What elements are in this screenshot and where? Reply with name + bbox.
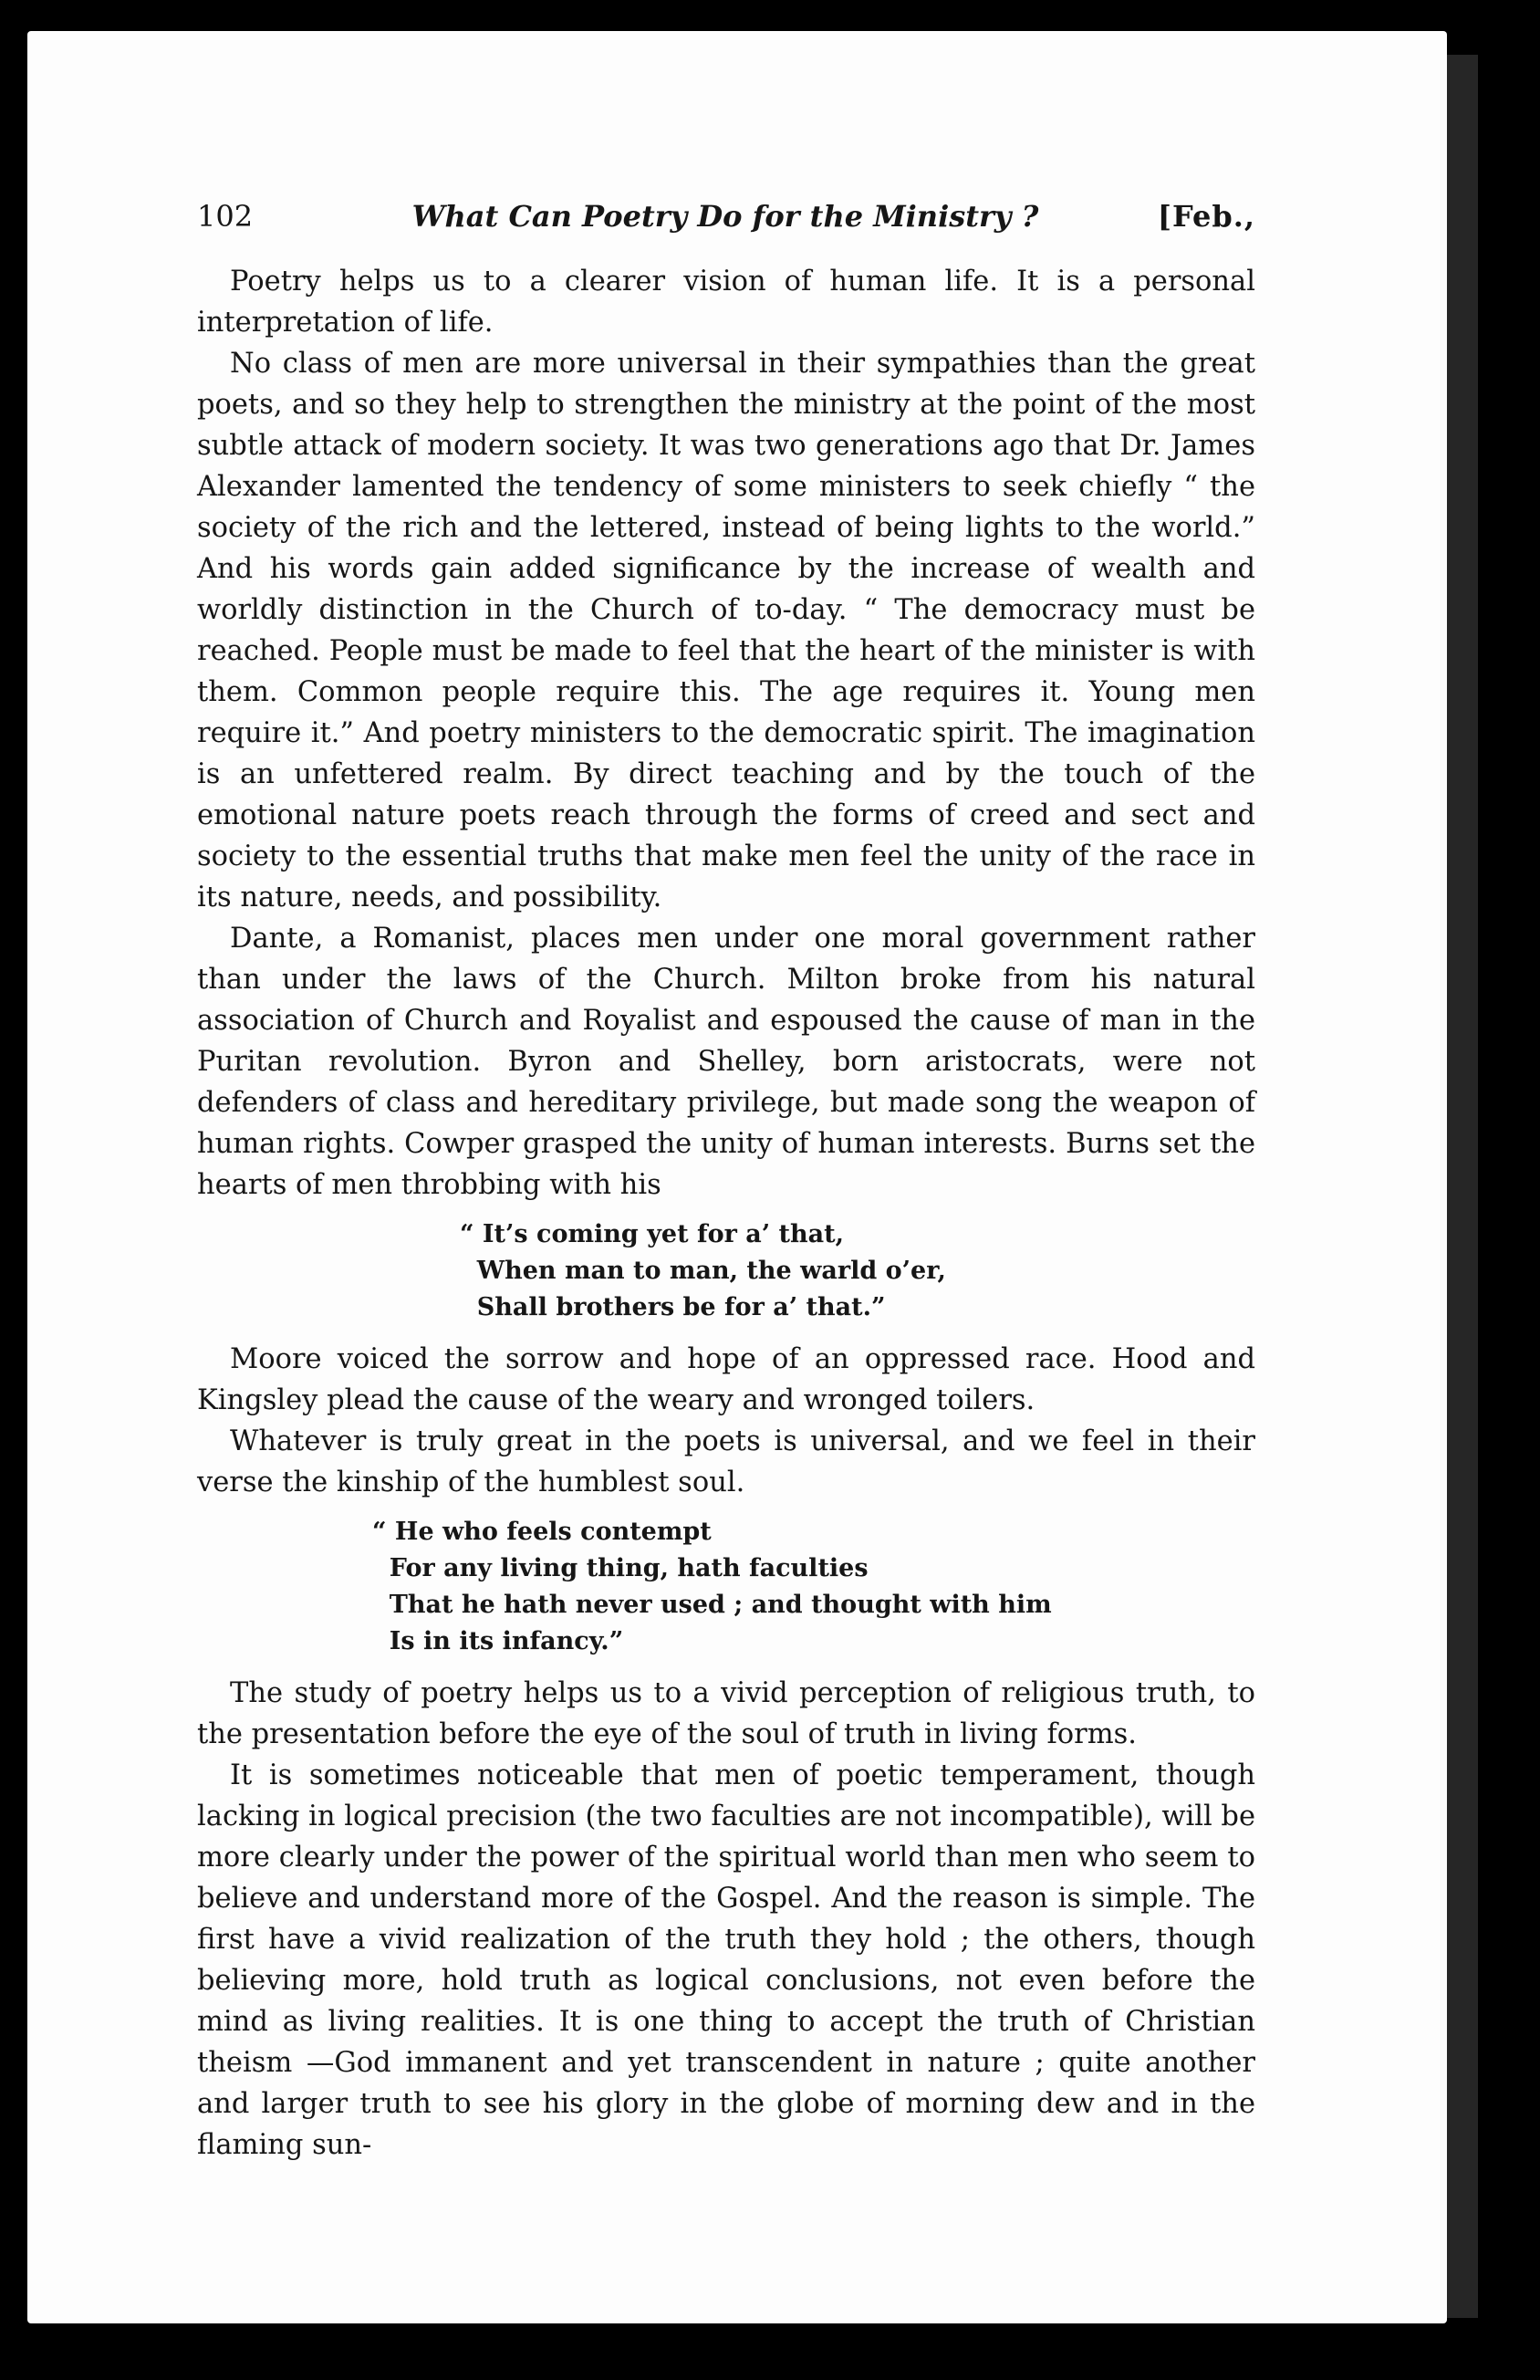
verse-quotation-wordsworth (197, 1514, 1255, 1660)
paragraph: No class of men are more universal in their sympathies than the great poets, and so they help to strengthen the ministry at the point of the most subtle attack of modern society. It was two generations ago that Dr. James Alexander lamented the tendency of some ministers to seek chiefly “ the society of the rich and the lettered, instead of being lights to the world.” And his words gain added significance by the increase of wealth and worldly distinction in the Church of to-day. “ The democracy must be reached. People must be made to feel that the heart of the minister is with them. Common people require this. The age requires it. Young men require it.” And poetry ministers to the democratic spirit. The imagination is an unfettered realm. By direct teaching and by the touch of the emotional nature poets reach through the forms of creed and sect and society to the essential truths that make men feel the unity of the race in its nature, needs, and possibility. (197, 348, 1255, 913)
page-number: 102 (197, 199, 254, 234)
paragraph: Dante, a Romanist, places men under one moral government rather than under the laws of the Church. Milton broke from his natural association of Church and Royalist and espoused the cause of man in the Puritan revolution. Byron and Shelley, born aristocrats, were not defenders of class and hereditary privilege, but made song the weapon of human rights. Cowper grasped the unity of human interests. Burns set the hearts of men throbbing with his (197, 923, 1255, 1201)
paragraph: Moore voiced the sorrow and hope of an oppressed race. Hood and Kingsley plead the cause of the weary and wronged toilers. (197, 1343, 1255, 1416)
verse-line: When man to man, the warld o’er, (460, 1257, 946, 1285)
paragraph: Poetry helps us to a clearer vision of human life. It is a personal interpretation of life. (197, 266, 1255, 339)
verse-line: Is in its infancy.” (372, 1627, 624, 1655)
paragraph: Whatever is truly great in the poets is universal, and we feel in their verse the kinship of the humblest soul. (197, 1425, 1255, 1498)
running-head-date: [Feb., (1157, 199, 1255, 234)
verse-line: “ He who feels contempt (372, 1518, 712, 1546)
verse-line: Shall brothers be for a’ that.” (460, 1293, 886, 1321)
verse-quotation-burns (197, 1216, 1255, 1326)
running-head (197, 199, 1255, 252)
running-head-title: What Can Poetry Do for the Ministry ? (411, 199, 1039, 234)
page-content (197, 199, 1255, 2166)
verse-line: “ It’s coming yet for a’ that, (460, 1220, 844, 1248)
verse-line: That he hath never used ; and thought with him (372, 1591, 1052, 1619)
paragraph: It is sometimes noticeable that men of poetic temperament, though lacking in logical precision (the two faculties are not incompatible), will be more clearly under the power of the spiritual world than men who seem to believe and understand more of the Gospel. And the reason is simple. The first have a vivid realization of the truth they hold ; the others, though believing more, hold truth as logical conclusions, not even before the mind as living realities. It is one thing to accept the truth of Christian theism —God immanent and yet transcendent in nature ; quite another and larger truth to see his glory in the globe of morning dew and in the flaming sun- (197, 1759, 1255, 2161)
paragraph: The study of poetry helps us to a vivid perception of religious truth, to the presentation before the eye of the soul of truth in living forms. (197, 1677, 1255, 1750)
verse-line: For any living thing, hath faculties (372, 1554, 869, 1582)
